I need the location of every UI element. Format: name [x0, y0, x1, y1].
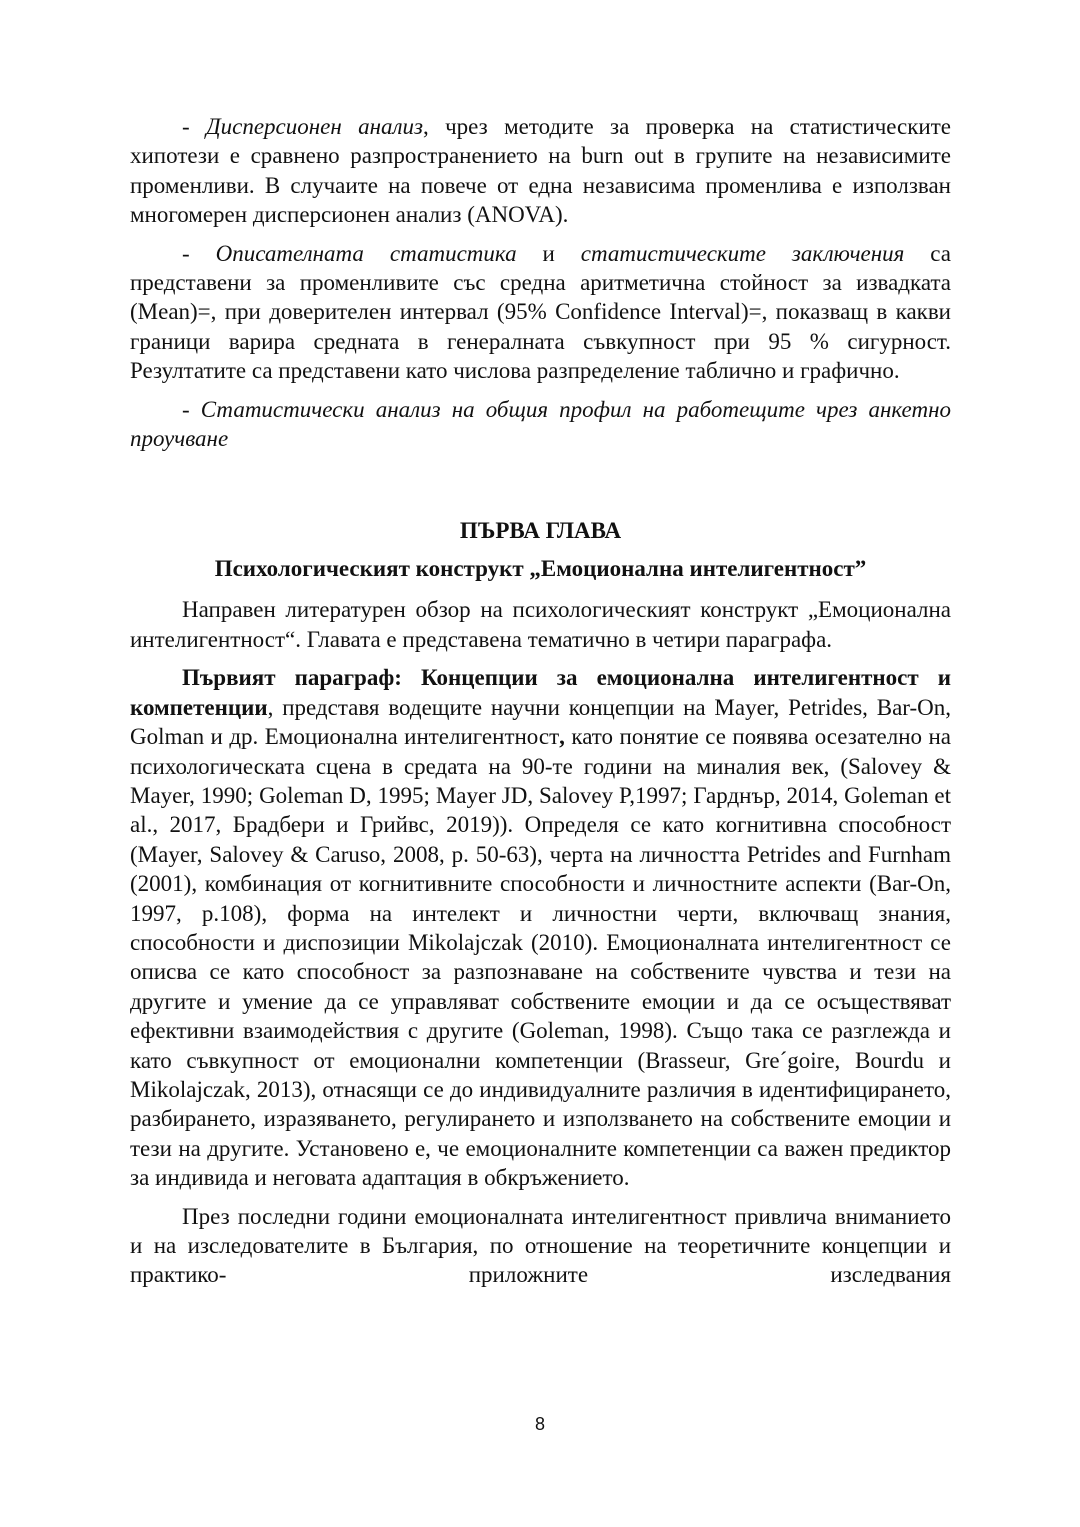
dash: - [182, 114, 206, 139]
chapter-intro: Направен литературен обзор на психологическият конструкт „Емоционална интелигентност“. Главата е представена тематично в четири параграфа. [130, 597, 951, 652]
paragraph-concepts [130, 663, 951, 1192]
method-title: Описателната статистика [215, 240, 517, 266]
dash: - [182, 396, 201, 422]
page-number: 8 [534, 1414, 545, 1434]
connector-text: и [516, 240, 581, 266]
method-paragraph-anova [130, 112, 951, 230]
bold-comma: , [559, 724, 565, 750]
method-title: Дисперсионен анализ [206, 114, 424, 139]
document-page [130, 112, 951, 1299]
chapter-heading: ПЪРВА ГЛАВА [459, 518, 622, 544]
chapter-subheading: Психологическият конструкт „Емоционална интелигентност” [214, 556, 867, 582]
dash: - [182, 240, 216, 266]
method-paragraph-descriptive [130, 239, 951, 386]
method-title-2: статистическите заключения [580, 240, 905, 266]
method-paragraph-profile [130, 395, 951, 454]
method-title: Статистически анализ на общия профил на работещите чрез анкетно проучване [130, 396, 951, 452]
paragraph-text-b: като понятие се появява осезателно на психологическата сцена в средата на 90-те години на миналия век, (Salovey & Mayer, 1990; Goleman D, 1995; Mayer JD, Salovey P,1997; Гарднър, 2014, Goleman et al., 2017, Брадбери и Грийвс, 2019)). Определя се като когнитивна способност (Mayer, Salovey & Caruso, 2008, p. 50-63), черта на личността Petrides and Furnham (2001), комбинация от когнитивните способности и личностните аспекти (Bar-On, 1997, p.108), форма на интелект и личностни черти, включващ знания, способности и диспозиции Mikolajczak (2010). Емоционалната интелигентност се описва се като способност за разпознаване на собствените чувства и тези на другите и умение да се управляват собствените емоции и да се осъществяват ефективни взаимодействия с другите (Goleman, 1998). Също така се разглежда и като съвкупност от емоционални компетенции (Brasseur, Gre´goire, Bourdu и Mikolajczak, 2013), отнасящи се до индивидуалните различия в идентифицирането, разбирането, изразяването, регулирането и използването на собствените емоции и тези на другите. Установено е, че емоционалните компетенции са важен предиктор за индивида и неговата адаптация в обкръжението. [130, 724, 951, 1191]
paragraph-bulgaria: През последни години емоционалната интелигентност привлича вниманието и на изследователите в България, по отношение на теоретичните концепции и практико- приложните изследвания [130, 1203, 951, 1288]
paragraph-text-a: , представя водещите научни концепции на Mayer, Petrides, Bar-On, Golman и др. Емоционална интелигентност [130, 694, 951, 750]
method-text: са представени за променливите със средна аритметична стойност за извадката (Mean)=, при доверителен интервал (95% Confidence Interval)=, показващ в какви граници варира средната в генералната съвкупност при 95 % сигурност. Резултатите са представени като числова разпределение таблично и графично. [130, 240, 952, 384]
paragraph-title: Първият параграф: Концепции за емоционална интелигентност и компетенции [130, 665, 951, 720]
method-text: , чрез методите за проверка на статистическите хипотези е сравнено разпространението на burn out в групите на независимите променливи. В случаите на повече от една независима променлива е използван многомерен дисперсионен анализ (ANOVA). [130, 114, 951, 228]
